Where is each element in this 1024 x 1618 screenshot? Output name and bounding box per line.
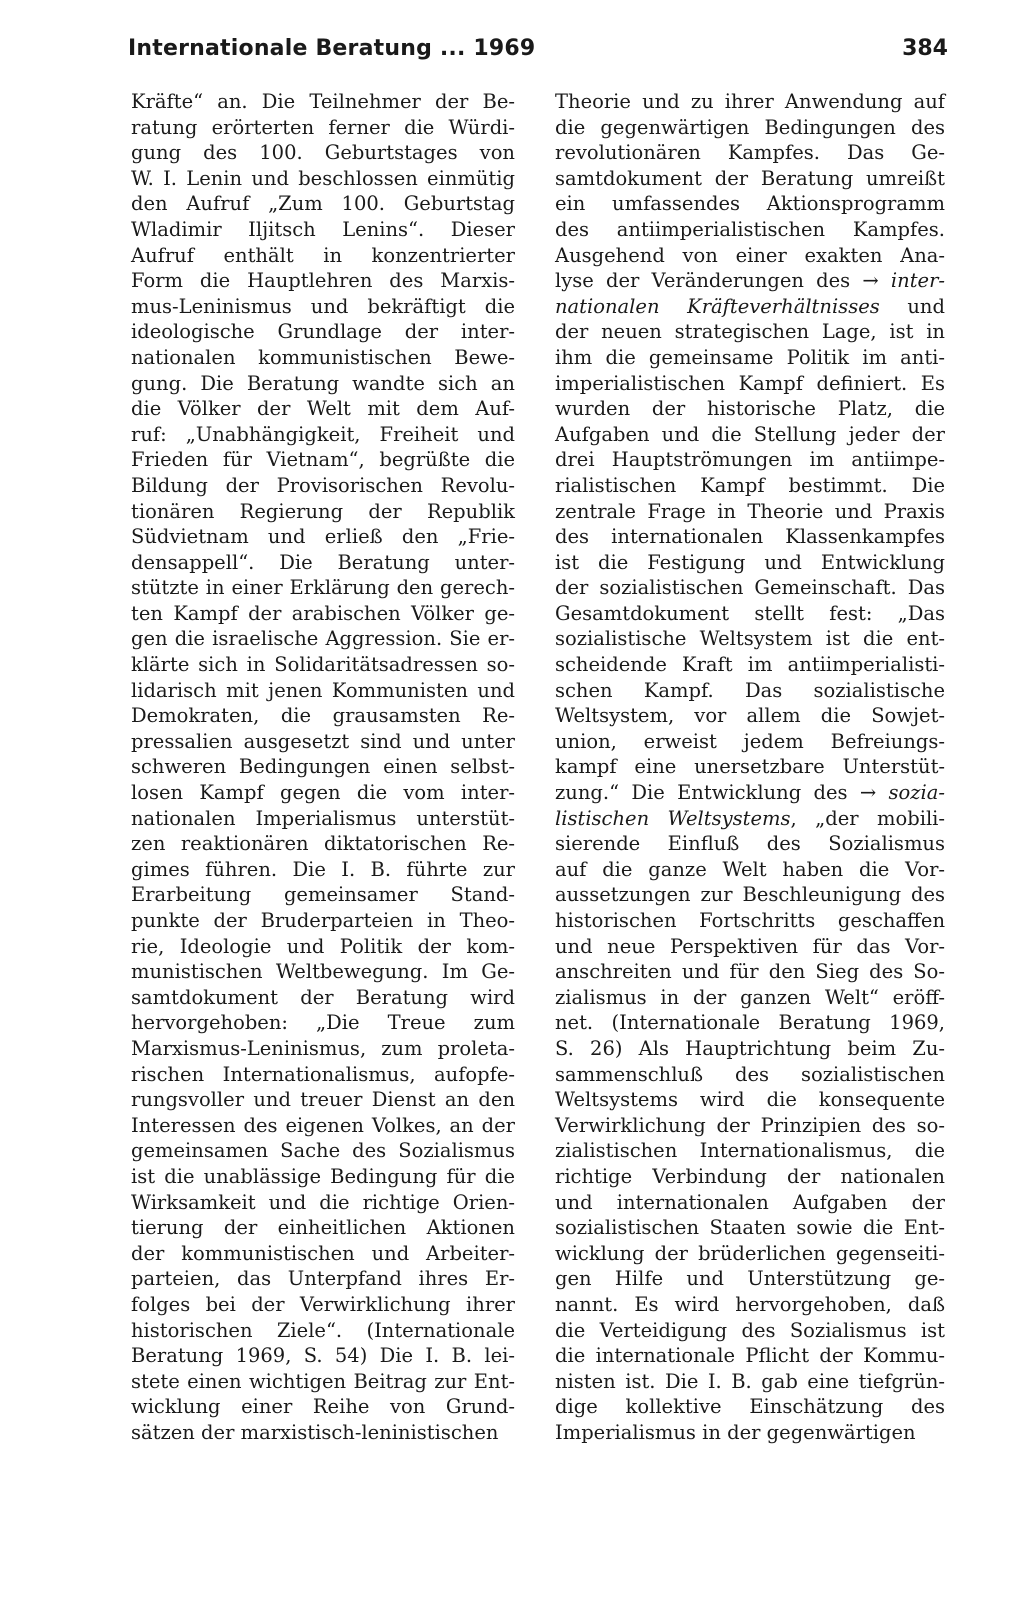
right-column-line: scheidende Kraft im antiimperialisti- [555,653,945,677]
left-column-line: ratung erörterten ferner die Würdi- [131,115,515,139]
right-column-line: wurden der historische Platz, die [555,397,945,421]
left-column-line: Kräfte“ an. Die Teilnehmer der Be- [131,90,515,113]
left-column-line: Aufruf enthält in konzentrierter [131,243,515,267]
left-column-line: Erarbeitung gemeinsamer Stand- [131,883,515,907]
running-title: Internationale Beratung ... 1969 [128,36,536,61]
right-column-line: auf die ganze Welt haben die Vor- [555,857,945,881]
right-column-line: Aufgaben und die Stellung jeder der [555,422,945,446]
left-column-line: die Völker der Welt mit dem Auf- [131,397,515,421]
left-column-line: samtdokument der Beratung wird [131,985,515,1009]
right-column-line: wicklung der brüderlichen gegenseiti- [555,1241,945,1265]
right-column-line: ihm die gemeinsame Politik im anti- [555,345,945,369]
right-column-line: zentrale Frage in Theorie und Praxis [555,499,945,523]
right-column-line: und internationalen Aufgaben der [555,1190,945,1214]
right-column-line: Weltsystem, vor allem die Sowjet- [555,704,945,728]
left-column-line: Demokraten, die grausamsten Re- [131,704,515,728]
right-column-line: rialistischen Kampf bestimmt. Die [555,473,945,497]
right-column-line: S. 26) Als Hauptrichtung beim Zu- [555,1036,945,1060]
left-column-line: parteien, das Unterpfand ihres Er- [131,1267,515,1291]
left-column-line: ist die unablässige Bedingung für die [131,1164,515,1188]
left-column-line: Wirksamkeit und die richtige Orien- [131,1190,515,1214]
left-column-line: nationalen kommunistischen Bewe- [131,345,515,369]
right-column-line: historischen Fortschritts geschaffen [555,909,945,932]
left-column-line: lidarisch mit jenen Kommunisten und [131,678,515,702]
left-column-line: tionären Regierung der Republik [131,499,515,523]
right-column-line: nationalen Kräfteverhältnisses und [555,294,945,318]
left-column-line: gung des 100. Geburtstages von [131,141,515,165]
right-column-line: der neuen strategischen Lage, ist in [555,320,945,344]
left-column-line: zen reaktionären diktatorischen Re- [131,832,515,856]
left-column-line: Form die Hauptlehren des Marxis- [131,269,515,293]
right-column-line: ist die Festigung und Entwicklung [555,550,945,574]
right-column-line: Ausgehend von einer exakten Ana- [555,243,945,267]
left-column-line: munistischen Weltbewegung. Im Ge- [131,960,515,984]
right-column-line: des antiimperialistischen Kampfes. [555,217,945,241]
right-column-line: Imperialismus in der gegenwärtigen [555,1420,916,1444]
left-column-line: gen die israelische Aggression. Sie er- [131,627,515,651]
page-number: 384 [902,36,948,61]
left-column-line: gung. Die Beratung wandte sich an [131,371,515,395]
left-column-line: rie, Ideologie und Politik der kom- [131,934,515,958]
right-column-line: sammenschluß des sozialistischen [555,1062,945,1086]
right-column-line: aussetzungen zur Beschleunigung des [555,883,945,907]
left-column-line: wicklung einer Reihe von Grund- [131,1395,515,1419]
left-column-line: der kommunistischen und Arbeiter- [131,1241,515,1265]
right-column-line: die gegenwärtigen Bedingungen des [555,115,945,139]
left-column-line: den Aufruf „Zum 100. Geburtstag [131,192,515,216]
left-column-line: Beratung 1969, S. 54) Die I. B. lei- [131,1344,515,1368]
right-column-line: nannt. Es wird hervorgehoben, daß [555,1292,945,1316]
left-column-line: losen Kampf gegen die vom inter- [131,781,515,805]
page-header [128,36,948,76]
left-column-line: Marxismus-Leninismus, zum proleta- [131,1036,515,1060]
right-column-line: zialismus in der ganzen Welt“ eröff- [555,985,945,1009]
left-column-line: gimes führen. Die I. B. führte zur [131,857,515,881]
right-column-line: union, erweist jedem Befreiungs- [555,729,945,753]
left-column-line: punkte der Bruderparteien in Theo- [131,909,515,932]
right-column-line: samtdokument der Beratung umreißt [555,166,945,190]
left-column-line: nationalen Imperialismus unterstüt- [131,806,515,830]
right-column-line: revolutionären Kampfes. Das Ge- [555,141,945,165]
right-column-line: listischen Weltsystems, „der mobili- [555,806,946,830]
left-column-line: Südvietnam und erließ den „Frie- [131,525,515,549]
left-column-line: Bildung der Provisorischen Revolu- [131,473,515,497]
right-column-line: zung.“ Die Entwicklung des → sozia- [555,781,945,805]
left-column-line: Interessen des eigenen Volkes, an der [131,1113,515,1137]
right-column-line: drei Hauptströmungen im antiimpe- [555,448,945,472]
right-column-line: ein umfassendes Aktionsprogramm [555,192,945,216]
right-column-line: Gesamtdokument stellt fest: „Das [555,601,945,625]
left-column-line: ruf: „Unabhängigkeit, Freiheit und [131,422,515,446]
right-column-line: dige kollektive Einschätzung des [555,1395,945,1419]
left-column-line: mus-Leninismus und bekräftigt die [131,294,515,318]
left-column [131,89,515,1445]
left-column-line: folges bei der Verwirklichung ihrer [131,1292,515,1316]
right-column-line: kampf eine unersetzbare Unterstüt- [555,755,945,779]
left-column-line: hervorgehoben: „Die Treue zum [131,1011,515,1035]
right-column-line: sierende Einfluß des Sozialismus [555,832,945,856]
right-column [555,89,945,1445]
left-column-line: densappell“. Die Beratung unter- [131,550,515,574]
left-column-line: sätzen der marxistisch-leninistischen [131,1420,499,1444]
left-column-line: W. I. Lenin und beschlossen einmütig [131,166,515,190]
left-column-line: ten Kampf der arabischen Völker ge- [131,601,515,625]
right-column-line: Theorie und zu ihrer Anwendung auf [555,90,945,113]
left-column-line: rischen Internationalismus, aufopfe- [131,1062,515,1086]
right-column-line: des internationalen Klassenkampfes [555,525,945,549]
right-column-line: richtige Verbindung der nationalen [555,1164,945,1188]
right-column-line: und neue Perspektiven für das Vor- [555,934,945,958]
left-column-line: gemeinsamen Sache des Sozialismus [131,1139,515,1163]
left-column-line: ideologische Grundlage der inter- [131,320,515,344]
left-column-line: klärte sich in Solidaritätsadressen so- [131,653,515,677]
right-column-line: der sozialistischen Gemeinschaft. Das [555,576,945,600]
right-column-line: Weltsystems wird die konsequente [555,1088,945,1112]
left-column-line: rungsvoller und treuer Dienst an den [131,1088,515,1112]
left-column-line: stützte in einer Erklärung den gerech- [131,576,515,600]
left-column-line: historischen Ziele“. (Internationale [131,1318,515,1342]
right-column-line: net. (Internationale Beratung 1969, [555,1011,945,1035]
right-column-line: Verwirklichung der Prinzipien des so- [555,1113,945,1137]
right-column-line: imperialistischen Kampf definiert. Es [555,371,945,395]
right-column-line: anschreiten und für den Sieg des So- [555,960,945,984]
right-column-line: lyse der Veränderungen des → inter- [555,269,945,293]
right-column-line: die internationale Pflicht der Kommu- [555,1344,945,1368]
right-column-line: zialistischen Internationalismus, die [555,1139,945,1163]
left-column-line: tierung der einheitlichen Aktionen [131,1216,515,1240]
right-column-line: schen Kampf. Das sozialistische [555,678,945,702]
left-column-line: schweren Bedingungen einen selbst- [131,755,515,779]
right-column-line: sozialistische Weltsystem ist die ent- [555,627,945,651]
right-column-line: die Verteidigung des Sozialismus ist [555,1318,945,1342]
right-column-line: nisten ist. Die I. B. gab eine tiefgrün- [555,1369,945,1393]
right-column-line: gen Hilfe und Unterstützung ge- [555,1267,945,1291]
left-column-line: stete einen wichtigen Beitrag zur Ent- [131,1369,515,1393]
left-column-line: pressalien ausgesetzt sind und unter [131,729,515,753]
right-column-line: sozialistischen Staaten sowie die Ent- [555,1216,945,1240]
left-column-line: Wladimir Iljitsch Lenins“. Dieser [131,217,515,241]
left-column-line: Frieden für Vietnam“, begrüßte die [131,448,515,472]
